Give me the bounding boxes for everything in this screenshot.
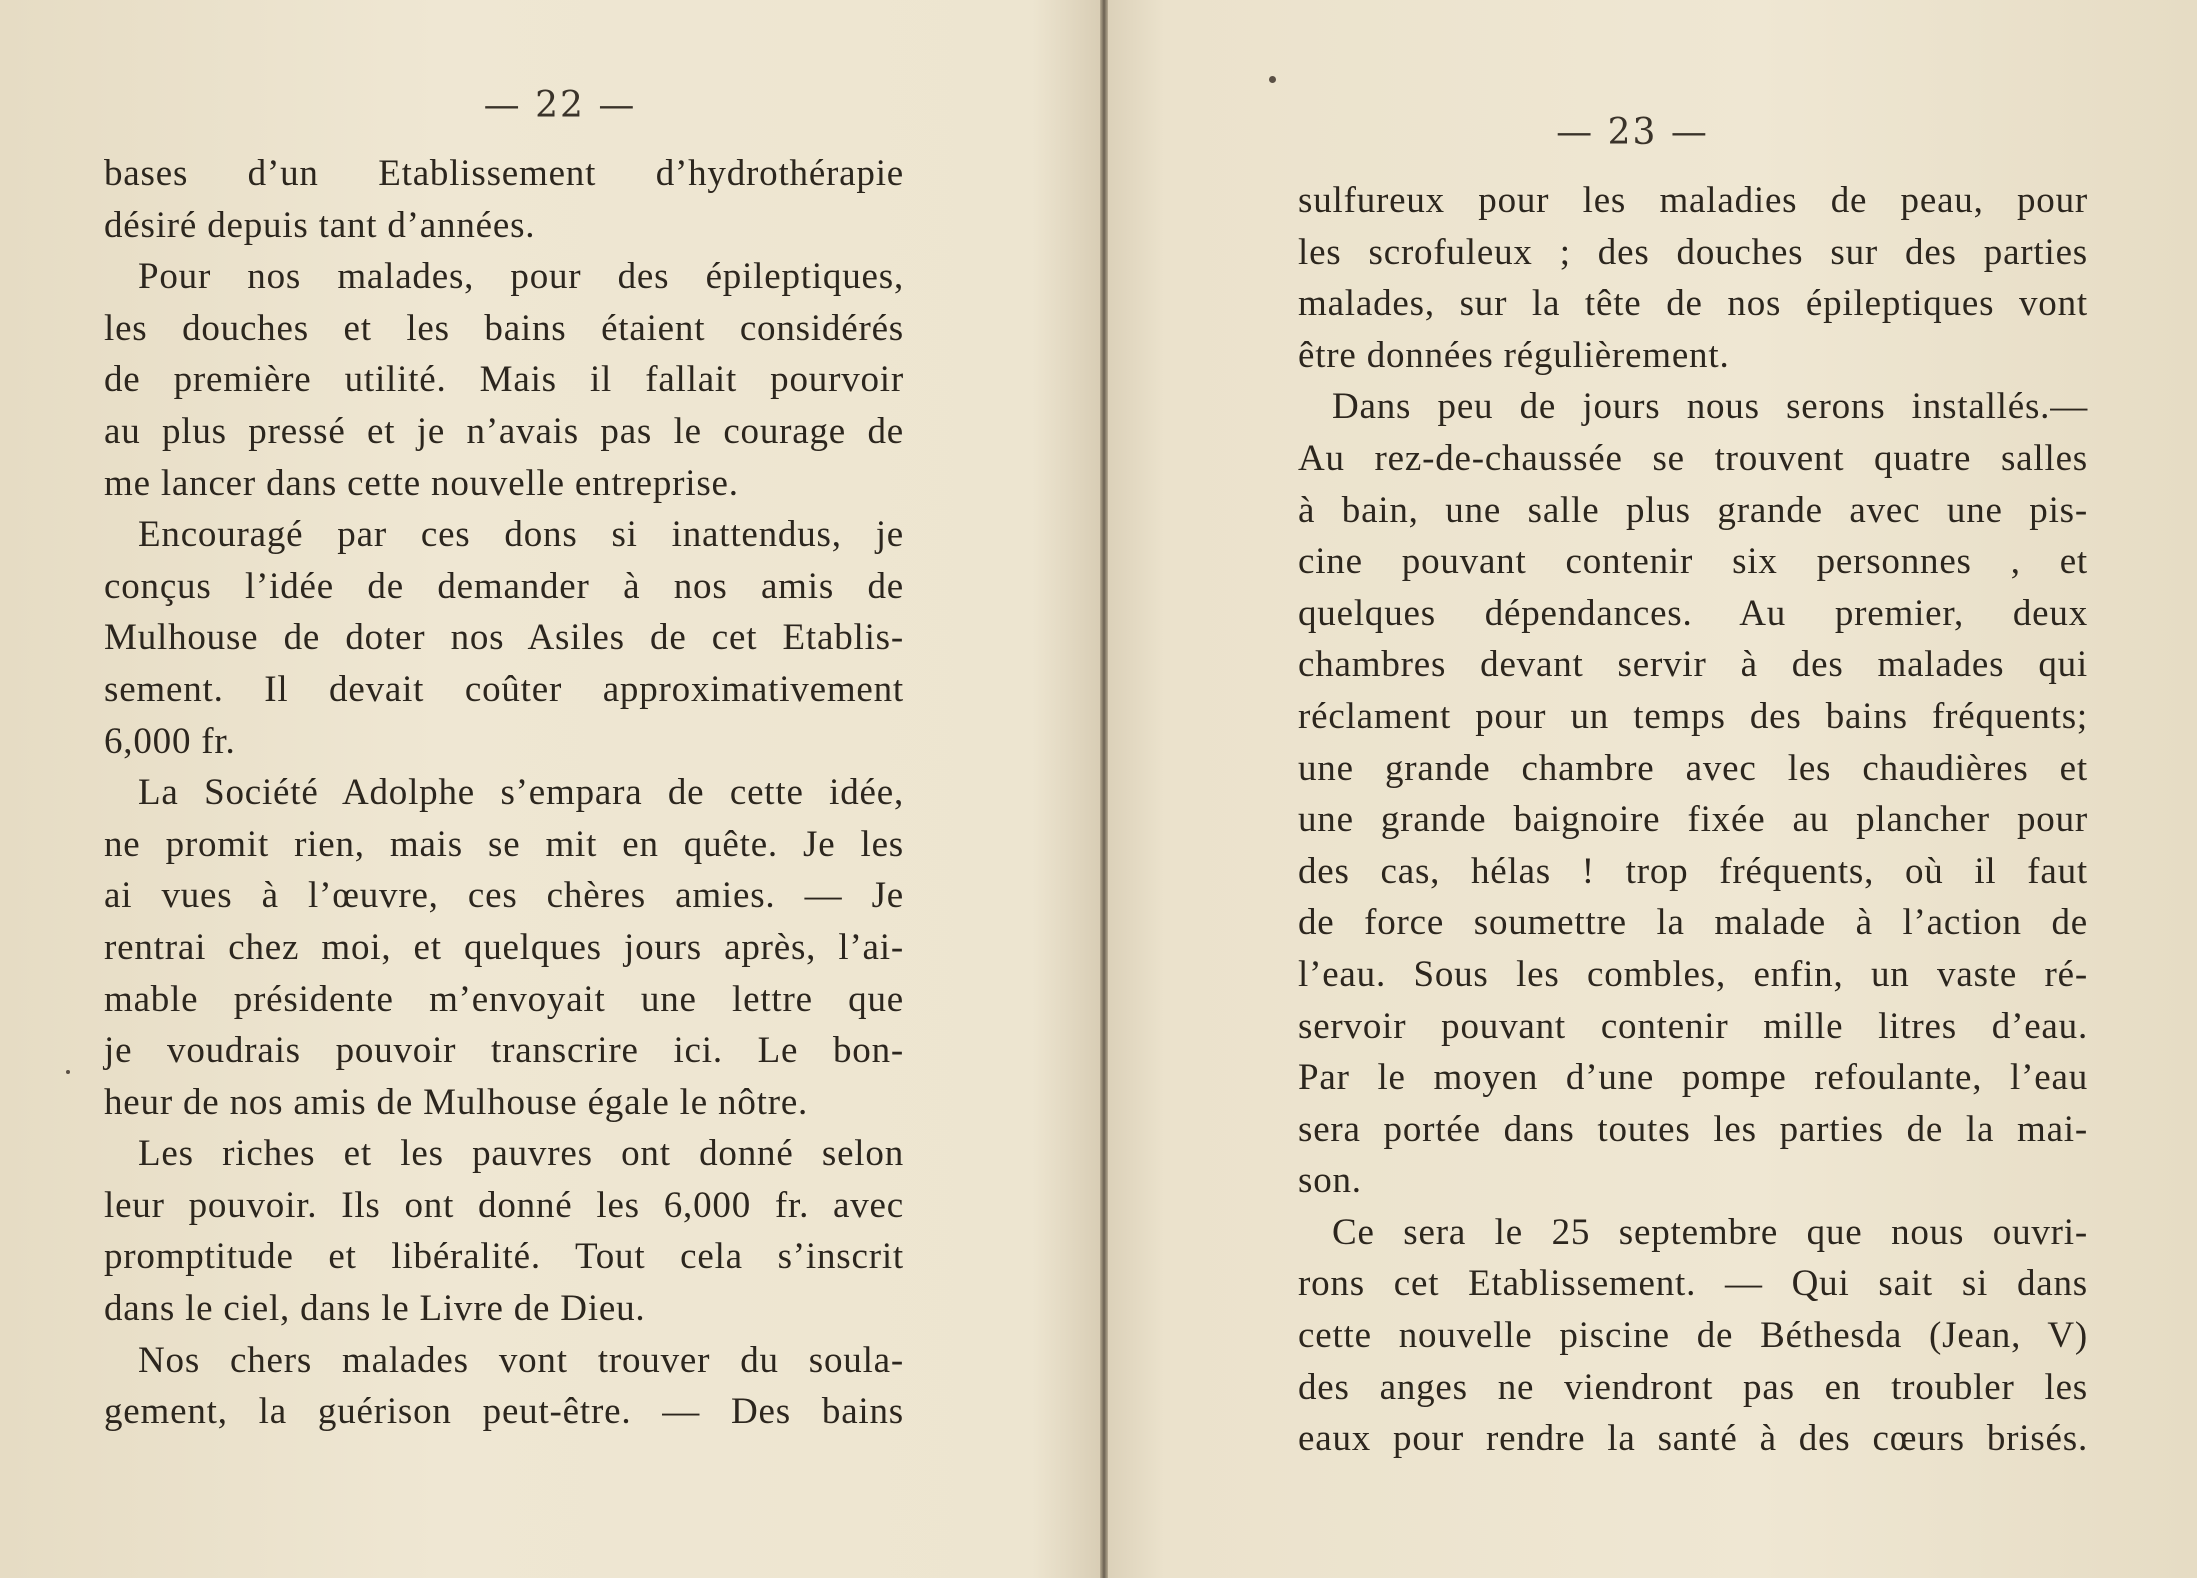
text-line: cine pouvant contenir six personnes , et (1298, 541, 2088, 583)
text-line: Mulhouse de doter nos Asiles de cet Etablis- (104, 617, 904, 659)
text-line: réclament pour un temps des bains fréquents; (1298, 695, 2088, 737)
text-line: cette nouvelle piscine de Béthesda (Jean, V) (1298, 1315, 2088, 1357)
text-line: me lancer dans cette nouvelle entreprise. (104, 462, 739, 504)
text-line: être données régulièrement. (1298, 334, 1730, 376)
text-line: sement. Il devait coûter approximativement (104, 668, 904, 710)
text-line: conçus l’idée de demander à nos amis de (104, 565, 904, 607)
text-line: servoir pouvant contenir mille litres d’eau. (1298, 1005, 2088, 1047)
text-line: promptitude et libéralité. Tout cela s’inscrit (104, 1236, 904, 1278)
text-line: 6,000 fr. (104, 720, 236, 762)
text-line: sulfureux pour les maladies de peau, pour (1298, 180, 2088, 221)
text-line: des anges ne viendront pas en troubler les (1298, 1366, 2088, 1408)
text-line: sera portée dans toutes les parties de la mai- (1298, 1108, 2088, 1150)
text-line: malades, sur la tête de nos épileptiques vont (1298, 283, 2088, 325)
text-line: bases d’un Etablissement d’hydrothérapie (104, 153, 904, 194)
paper-speck (1269, 76, 1276, 83)
text-line: son. (1298, 1160, 1362, 1202)
text-line: rentrai chez moi, et quelques jours après, l’ai- (104, 926, 904, 968)
text-line: je voudrais pouvoir transcrire ici. Le bon- (104, 1030, 904, 1072)
text-line: Au rez-de-chaussée se trouvent quatre salles (1298, 437, 2088, 479)
text-line: au plus pressé et je n’avais pas le courage de (104, 410, 904, 452)
text-line: rons cet Etablissement. — Qui sait si dans (1298, 1263, 2088, 1305)
page-number: — 22 — (483, 85, 637, 126)
text-line: Pour nos malades, pour des épileptiques, (138, 256, 904, 298)
text-line: heur de nos amis de Mulhouse égale le nôtre. (104, 1081, 809, 1123)
text-line: l’eau. Sous les combles, enfin, un vaste ré- (1298, 953, 2088, 995)
right-page (1108, 0, 2197, 1578)
paper-speck (66, 1070, 70, 1074)
text-line: les scrofuleux ; des douches sur des parties (1298, 231, 2088, 273)
text-line: à bain, une salle plus grande avec une pis- (1298, 489, 2088, 531)
text-line: une grande chambre avec les chaudières et (1298, 747, 2088, 789)
text-line: mable présidente m’envoyait une lettre que (104, 978, 904, 1020)
text-line: chambres devant servir à des malades qui (1298, 644, 2088, 686)
text-line: Dans peu de jours nous serons installés.— (1332, 386, 2088, 428)
text-line: désiré depuis tant d’années. (104, 204, 536, 246)
text-line: eaux pour rendre la santé à des cœurs brisés. (1298, 1418, 2088, 1460)
text-line: Ce sera le 25 septembre que nous ouvri- (1332, 1211, 2088, 1253)
text-line: quelques dépendances. Au premier, deux (1298, 592, 2088, 634)
text-line: les douches et les bains étaient considérés (104, 307, 904, 349)
text-line: leur pouvoir. Ils ont donné les 6,000 fr. avec (104, 1184, 904, 1226)
text-line: une grande baignoire fixée au plancher pour (1298, 799, 2088, 841)
text-line: de première utilité. Mais il fallait pourvoir (104, 359, 904, 401)
text-line: Les riches et les pauvres ont donné selon (138, 1133, 904, 1175)
text-line: Nos chers malades vont trouver du soula- (138, 1339, 904, 1381)
text-line: dans le ciel, dans le Livre de Dieu. (104, 1288, 646, 1330)
text-line: ne promit rien, mais se mit en quête. Je les (104, 823, 904, 865)
text-line: La Société Adolphe s’empara de cette idée, (138, 772, 904, 814)
page-body (1298, 175, 2088, 1465)
text-line: ai vues à l’œuvre, ces chères amies. — Je (104, 875, 904, 917)
page-body (104, 148, 904, 1438)
text-line: Encouragé par ces dons si inattendus, je (138, 514, 904, 556)
text-line: Par le moyen d’une pompe refoulante, l’eau (1298, 1057, 2088, 1099)
book-gutter (1100, 0, 1108, 1578)
text-line: de force soumettre la malade à l’action de (1298, 902, 2088, 944)
text-line: gement, la guérison peut-être. — Des bains (104, 1391, 904, 1433)
text-line: des cas, hélas ! trop fréquents, où il faut (1298, 850, 2088, 892)
page-number: — 23 — (1556, 112, 1709, 153)
